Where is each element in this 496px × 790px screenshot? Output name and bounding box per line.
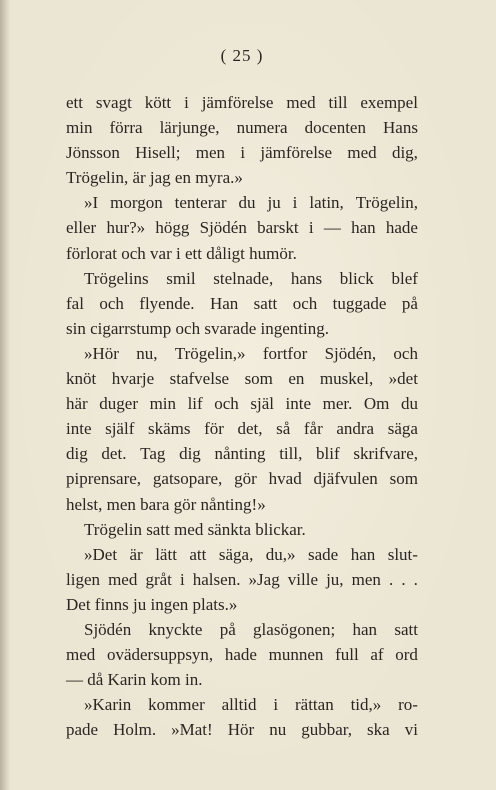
- word: i: [273, 695, 279, 715]
- word: och: [393, 343, 418, 363]
- word: förra: [109, 118, 143, 138]
- word: hade: [385, 218, 418, 238]
- word: det.: [101, 444, 127, 464]
- word: hvarje: [111, 369, 155, 389]
- text-line: förlorat och var i ett dåligt humör.: [66, 243, 297, 263]
- word: gråt: [145, 569, 172, 589]
- word: på: [219, 619, 236, 639]
- word: han: [352, 619, 378, 639]
- word: till,: [279, 444, 303, 464]
- word: blif: [316, 444, 340, 464]
- word: »Karin: [84, 695, 132, 715]
- body-text: [66, 90, 418, 742]
- text-line: [66, 391, 418, 416]
- text-line: [66, 466, 418, 491]
- word: här: [66, 394, 88, 414]
- text-line: [66, 692, 418, 717]
- word: säga,: [218, 544, 254, 564]
- word: stafvelse: [169, 369, 230, 389]
- word: ju: [267, 193, 281, 213]
- word: slut-: [387, 544, 418, 564]
- word: hvad: [268, 469, 302, 489]
- word: nu,: [136, 343, 158, 363]
- word: pade: [66, 720, 99, 740]
- word: skäms: [147, 419, 191, 439]
- word: .: [413, 569, 418, 589]
- text-line: [66, 115, 418, 140]
- word: Jönsson: [66, 143, 120, 163]
- word: han: [351, 218, 376, 238]
- word: i: [240, 143, 246, 163]
- word: med: [108, 569, 138, 589]
- text-line: Trögelin, är jag en myra.»: [66, 168, 243, 188]
- word: själf: [105, 419, 135, 439]
- word: jämförelse: [201, 93, 274, 112]
- word: Sjödén: [199, 218, 247, 238]
- word: du: [238, 193, 256, 213]
- word: Trögelin,: [355, 193, 418, 213]
- word: på: [401, 293, 418, 313]
- word: ord: [395, 645, 418, 665]
- word: blick: [339, 268, 374, 288]
- text-line: — då Karin kom in.: [66, 670, 203, 690]
- word: andra: [336, 419, 375, 439]
- word: ett: [66, 93, 83, 112]
- word: barskt: [257, 218, 299, 238]
- word: »Hör: [84, 343, 119, 363]
- word: munnen: [268, 645, 324, 665]
- word: med: [347, 143, 377, 163]
- word: sade: [308, 544, 339, 564]
- word: själ: [250, 394, 274, 414]
- word: svagt: [95, 93, 132, 112]
- word: hur?»: [106, 218, 146, 238]
- word: »Det: [84, 544, 118, 564]
- text-line: [66, 215, 418, 240]
- word: och: [99, 293, 124, 313]
- word: lätt: [155, 544, 177, 564]
- word: med: [286, 93, 316, 112]
- text-line: [66, 291, 418, 316]
- text-line: [66, 416, 418, 441]
- word: kommer: [148, 695, 205, 715]
- word: Hör: [227, 720, 255, 740]
- word: i: [292, 193, 298, 213]
- word: mer.: [322, 394, 353, 414]
- word: inte: [66, 419, 92, 439]
- word: alltid: [221, 695, 257, 715]
- word: dig: [179, 444, 201, 464]
- word: halsen.: [192, 569, 241, 589]
- word: full: [335, 645, 359, 665]
- word: dig,: [391, 143, 418, 163]
- word: men: [195, 143, 226, 163]
- word: i: [184, 93, 189, 112]
- word: knöt: [66, 369, 97, 389]
- word: —: [323, 218, 341, 238]
- text-line: [66, 190, 418, 215]
- word: tid,»: [350, 695, 382, 715]
- word: Trögelin,»: [174, 343, 246, 363]
- word: med: [66, 645, 96, 665]
- word: Trögelins: [84, 268, 149, 288]
- word: duger: [99, 394, 138, 414]
- word: Tag: [140, 444, 166, 464]
- word: exempel: [360, 93, 418, 112]
- text-line: [66, 441, 418, 466]
- word: smil: [166, 268, 196, 288]
- word: och: [214, 394, 239, 414]
- word: hans: [290, 268, 323, 288]
- word: så: [276, 419, 291, 439]
- text-line: [66, 542, 418, 567]
- text-line: sin cigarrstump och svarade ingenting.: [66, 318, 329, 338]
- word: flyende.: [139, 293, 195, 313]
- word: piprensare,: [66, 469, 142, 489]
- text-line: [66, 90, 418, 115]
- text-line: helst, men bara gör nånting!»: [66, 494, 266, 514]
- word: ville: [287, 569, 318, 589]
- word: »I: [84, 193, 99, 213]
- word: latin,: [309, 193, 344, 213]
- word: för: [204, 419, 224, 439]
- word: till: [328, 93, 348, 112]
- word: glasögonen;: [253, 619, 336, 639]
- word: ju,: [326, 569, 344, 589]
- word: »det: [388, 369, 418, 389]
- word: ovädersuppsyn,: [106, 645, 214, 665]
- word: inte: [285, 394, 312, 414]
- word: en: [288, 369, 305, 389]
- word: vi: [404, 720, 418, 740]
- text-line: [66, 366, 418, 391]
- word: Holm.: [113, 720, 157, 740]
- word: och: [292, 293, 318, 313]
- word: eller: [66, 218, 97, 238]
- word: min: [149, 394, 177, 414]
- page-number: ( 25 ): [220, 46, 264, 65]
- word: »Jag: [248, 569, 280, 589]
- word: stelnade,: [213, 268, 274, 288]
- word: satt: [394, 619, 418, 639]
- word: lif: [187, 394, 203, 414]
- word: »Mat!: [171, 720, 213, 740]
- word: Sjödén,: [324, 343, 377, 363]
- word: satt: [253, 293, 278, 313]
- word: hade: [224, 645, 257, 665]
- word: du,»: [265, 544, 296, 564]
- word: som: [244, 369, 273, 389]
- word: djäfvulen: [313, 469, 378, 489]
- word: Hisell;: [135, 143, 181, 163]
- word: min: [66, 118, 93, 138]
- word: muskel,: [319, 369, 374, 389]
- word: ligen: [66, 569, 100, 589]
- word: af: [370, 645, 384, 665]
- word: .: [401, 569, 406, 589]
- word: gubbar,: [301, 720, 353, 740]
- word: i: [308, 218, 314, 238]
- word: ro-: [398, 695, 418, 715]
- word: numera: [236, 118, 288, 138]
- word: gör: [234, 469, 257, 489]
- word: tenterar: [174, 193, 227, 213]
- word: Hans: [383, 118, 418, 138]
- text-line: [66, 140, 418, 165]
- word: han: [350, 544, 376, 564]
- text-line: [66, 266, 418, 291]
- word: fal: [66, 293, 84, 313]
- word: nu: [269, 720, 287, 740]
- text-line: Trögelin satt med sänkta blickar.: [84, 519, 306, 539]
- word: docenten: [304, 118, 366, 138]
- word: fortfor: [262, 343, 308, 363]
- word: dig: [66, 444, 88, 464]
- word: lärjunge,: [159, 118, 220, 138]
- word: är: [129, 544, 143, 564]
- word: Om: [363, 394, 390, 414]
- word: att: [189, 544, 207, 564]
- word: det,: [237, 419, 263, 439]
- word: tuggade: [332, 293, 387, 313]
- word: som: [389, 469, 418, 489]
- word: men: [351, 569, 381, 589]
- word: gatsopare,: [152, 469, 223, 489]
- word: du: [400, 394, 418, 414]
- word: får: [303, 419, 323, 439]
- text-line: [66, 717, 418, 742]
- word: Han: [209, 293, 239, 313]
- word: Sjödén: [84, 619, 132, 639]
- word: skrifvare,: [353, 444, 418, 464]
- word: knyckte: [148, 619, 203, 639]
- text-line: [66, 642, 418, 667]
- text-line: Det finns ju ingen plats.»: [66, 594, 238, 614]
- text-line: [66, 567, 418, 592]
- word: nånting: [214, 444, 266, 464]
- word: rättan: [295, 695, 334, 715]
- word: .: [389, 569, 394, 589]
- word: i: [179, 569, 185, 589]
- word: säga: [387, 419, 418, 439]
- word: kött: [144, 93, 172, 112]
- word: jämförelse: [260, 143, 333, 163]
- word: ska: [367, 720, 390, 740]
- page-edge-shadow: [0, 0, 10, 790]
- word: morgon: [110, 193, 163, 213]
- word: högg: [155, 218, 190, 238]
- text-line: [66, 617, 418, 642]
- text-line: [66, 341, 418, 366]
- word: blef: [391, 268, 418, 288]
